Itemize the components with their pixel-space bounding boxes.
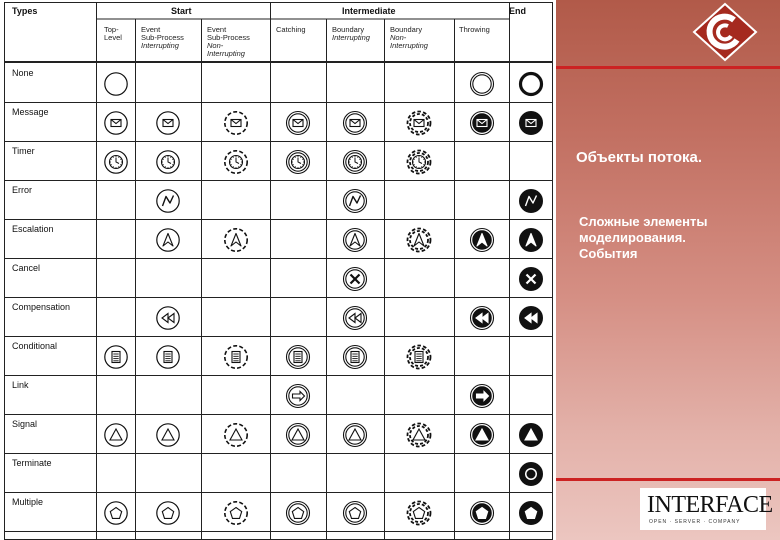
subheader-boundary-non-interrupting: Boundary Non- Interrupting [390, 25, 428, 50]
conditional-int-event-icon [342, 344, 368, 370]
subheader-throwing: Throwing [459, 25, 490, 34]
signal-end-event-icon [518, 422, 544, 448]
compensation-int-event-icon [342, 305, 368, 331]
multiple-start-event-icon [103, 500, 129, 526]
row-label-conditional: Conditional [12, 341, 58, 351]
error-int-event-icon [342, 188, 368, 214]
timer-start-dash-event-icon [223, 149, 249, 175]
message-throw-event-icon [469, 110, 495, 136]
multiple-int-event-icon [342, 500, 368, 526]
subheader-boundary-interrupting: Boundary Interrupting [332, 25, 370, 42]
brand-logo [640, 488, 773, 530]
row-label-link: Link [12, 380, 29, 390]
link-throw-event-icon [469, 383, 495, 409]
link-int-event-icon [285, 383, 311, 409]
brand-name: INTERFACE [647, 492, 773, 518]
error-end-event-icon [518, 188, 544, 214]
multiple-start-dash-event-icon [223, 500, 249, 526]
terminate-end-event-icon [518, 461, 544, 487]
conditional-start-event-icon [103, 344, 129, 370]
signal-start-event-icon [103, 422, 129, 448]
subtitle-line: Сложные элементы [579, 214, 708, 229]
cancel-int-event-icon [342, 266, 368, 292]
escalation-end-event-icon [518, 227, 544, 253]
signal-int-event-icon [285, 422, 311, 448]
signal-start-event-icon [155, 422, 181, 448]
header-end: End [509, 6, 526, 16]
conditional-int-event-icon [285, 344, 311, 370]
multiple-int-event-icon [285, 500, 311, 526]
conditional-start-event-icon [155, 344, 181, 370]
message-end-event-icon [518, 110, 544, 136]
header-intermediate: Intermediate [342, 6, 396, 16]
row-label-message: Message [12, 107, 49, 117]
signal-int-event-icon [342, 422, 368, 448]
multiple-start-event-icon [155, 500, 181, 526]
message-start-dash-event-icon [223, 110, 249, 136]
row-label-cancel: Cancel [12, 263, 41, 273]
escalation-int-event-icon [342, 227, 368, 253]
subheader-event-subprocess-non-interrupting: Event Sub-Process Non- Interrupting [207, 25, 250, 58]
conditional-start-dash-event-icon [223, 344, 249, 370]
row-label-compensation: Compensation [12, 302, 71, 312]
row-label-escalation: Escalation [12, 224, 54, 234]
signal-start-dash-event-icon [223, 422, 249, 448]
escalation-int-dash-event-icon [406, 227, 432, 253]
message-start-event-icon [103, 110, 129, 136]
header-start: Start [171, 6, 192, 16]
subtitle-line: моделирования. [579, 230, 686, 245]
cancel-end-event-icon [518, 266, 544, 292]
multiple-throw-event-icon [469, 500, 495, 526]
timer-int-dash-event-icon [406, 149, 432, 175]
row-label-none: None [12, 68, 34, 78]
message-int-event-icon [342, 110, 368, 136]
row-label-signal: Signal [12, 419, 38, 429]
signal-throw-event-icon [469, 422, 495, 448]
subheader-catching: Catching [276, 25, 306, 34]
company-logo-icon [690, 2, 760, 62]
slide-subtitle [579, 214, 759, 262]
row-label-timer: Timer [12, 146, 35, 156]
compensation-start-event-icon [155, 305, 181, 331]
bpmn-events-table [4, 2, 553, 540]
error-start-event-icon [155, 188, 181, 214]
row-label-multiple: Multiple [12, 497, 44, 507]
compensation-end-event-icon [518, 305, 544, 331]
timer-start-event-icon [103, 149, 129, 175]
message-int-event-icon [285, 110, 311, 136]
timer-int-event-icon [285, 149, 311, 175]
bottom-rule [556, 478, 780, 481]
timer-start-event-icon [155, 149, 181, 175]
brand-tagline: OPEN · SERVER · COMPANY [649, 519, 741, 525]
message-start-event-icon [155, 110, 181, 136]
subtitle-line: События [579, 246, 638, 261]
multiple-int-dash-event-icon [406, 500, 432, 526]
top-rule [556, 66, 780, 69]
header-types: Types [12, 6, 38, 16]
multiple-end-event-icon [518, 500, 544, 526]
row-label-terminate: Terminate [12, 458, 52, 468]
side-panel [556, 0, 780, 540]
timer-int-event-icon [342, 149, 368, 175]
escalation-throw-event-icon [469, 227, 495, 253]
subheader-event-subprocess-interrupting: Event Sub-Process Interrupting [141, 25, 184, 50]
escalation-start-dash-event-icon [223, 227, 249, 253]
message-int-dash-event-icon [406, 110, 432, 136]
row-label-error: Error [12, 185, 32, 195]
none-throw-event-icon [469, 71, 495, 97]
escalation-start-event-icon [155, 227, 181, 253]
none-start-event-icon [103, 71, 129, 97]
conditional-int-dash-event-icon [406, 344, 432, 370]
slide-title: Объекты потока. [576, 149, 703, 166]
signal-int-dash-event-icon [406, 422, 432, 448]
subheader-top-level: Top- Level [104, 25, 122, 42]
none-end-event-icon [518, 71, 544, 97]
compensation-throw-event-icon [469, 305, 495, 331]
